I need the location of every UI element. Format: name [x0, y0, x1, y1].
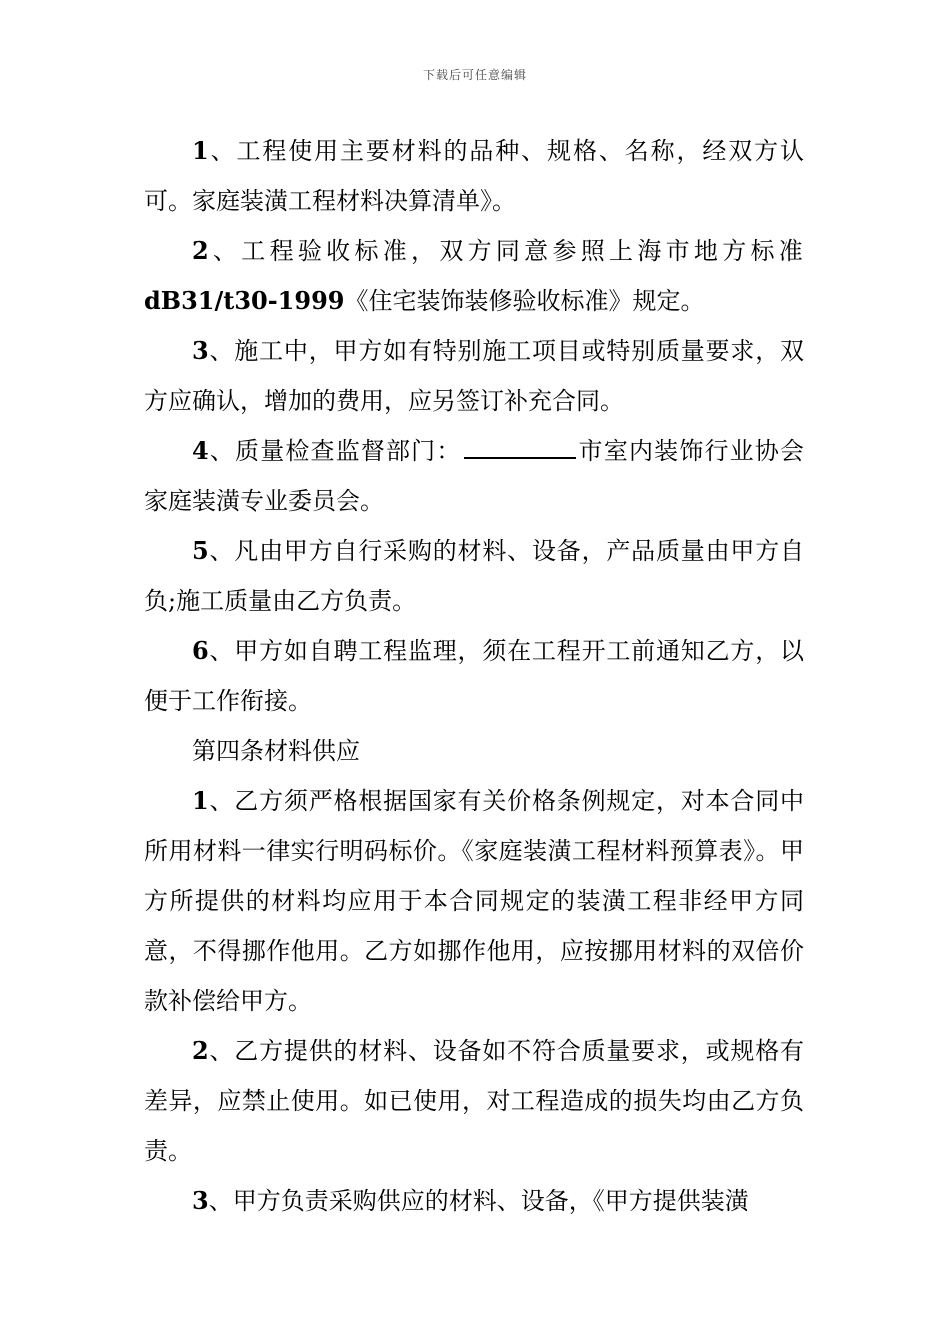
clause-text: 、凡由甲方自行采购的材料、设备，产品质量由甲方自负;施工质量由乙方负责。 [144, 537, 804, 615]
clause-number: 4 [192, 436, 209, 465]
clause-number: 5 [192, 536, 209, 565]
clause-paragraph [144, 526, 804, 626]
clause-text: 、工程验收标准，双方同意参照上海市地方标准 [209, 237, 804, 265]
clause-number: 1 [192, 786, 209, 815]
clause-text-after: 市室内装饰行业协会家庭装潢专业委员会。 [144, 437, 804, 515]
clause-number: 2 [192, 1036, 209, 1065]
clause-number: 2 [192, 236, 210, 265]
clause-number: 3 [192, 1186, 209, 1215]
clause-paragraph [144, 326, 804, 426]
clause-text: 、甲方如自聘工程监理，须在工程开工前通知乙方，以便于工作衔接。 [144, 637, 804, 715]
clause-paragraph [144, 626, 804, 726]
clause-paragraph [144, 1026, 804, 1176]
section-heading: 第四条材料供应 [192, 737, 360, 765]
page-header: 下载后可任意编辑 [422, 68, 527, 82]
clause-text: 、乙方提供的材料、设备如不符合质量要求，或规格有差异，应禁止使用。如已使用，对工程造成的损失均由乙方负责。 [144, 1037, 804, 1165]
clause-text: 、工程使用主要材料的品种、规格、名称，经双方认可。家庭装潢工程材料决算清单》。 [144, 137, 804, 215]
standard-code: dB31/t30-1999 [144, 286, 345, 315]
clause-paragraph [144, 776, 804, 1026]
clause-text-after: 《住宅装饰装修验收标准》规定。 [344, 287, 705, 315]
clause-paragraph [144, 426, 804, 526]
clause-number: 3 [192, 336, 209, 365]
clause-number: 6 [192, 636, 209, 665]
clause-text: 、质量检查监督部门： [208, 437, 462, 465]
clause-text: 、甲方负责采购供应的材料、设备，《甲方提供装潢 [208, 1187, 749, 1215]
clause-text: 、乙方须严格根据国家有关价格条例规定，对本合同中所用材料一律实行明码标价。《家庭装潢工程材料预算表》。甲方所提供的材料均应用于本合同规定的装潢工程非经甲方同意，不得挪作他用。乙方如挪作他用，应按挪用材料的双倍价款补偿给甲方。 [144, 787, 804, 1015]
clause-paragraph [144, 226, 804, 326]
document-body [144, 126, 804, 1226]
clause-number: 1 [192, 136, 209, 165]
clause-paragraph [144, 126, 804, 226]
clause-text: 、施工中，甲方如有特别施工项目或特别质量要求，双方应确认，增加的费用，应另签订补充合同。 [144, 337, 804, 415]
clause-paragraph [144, 1176, 804, 1226]
blank-line [464, 435, 576, 459]
